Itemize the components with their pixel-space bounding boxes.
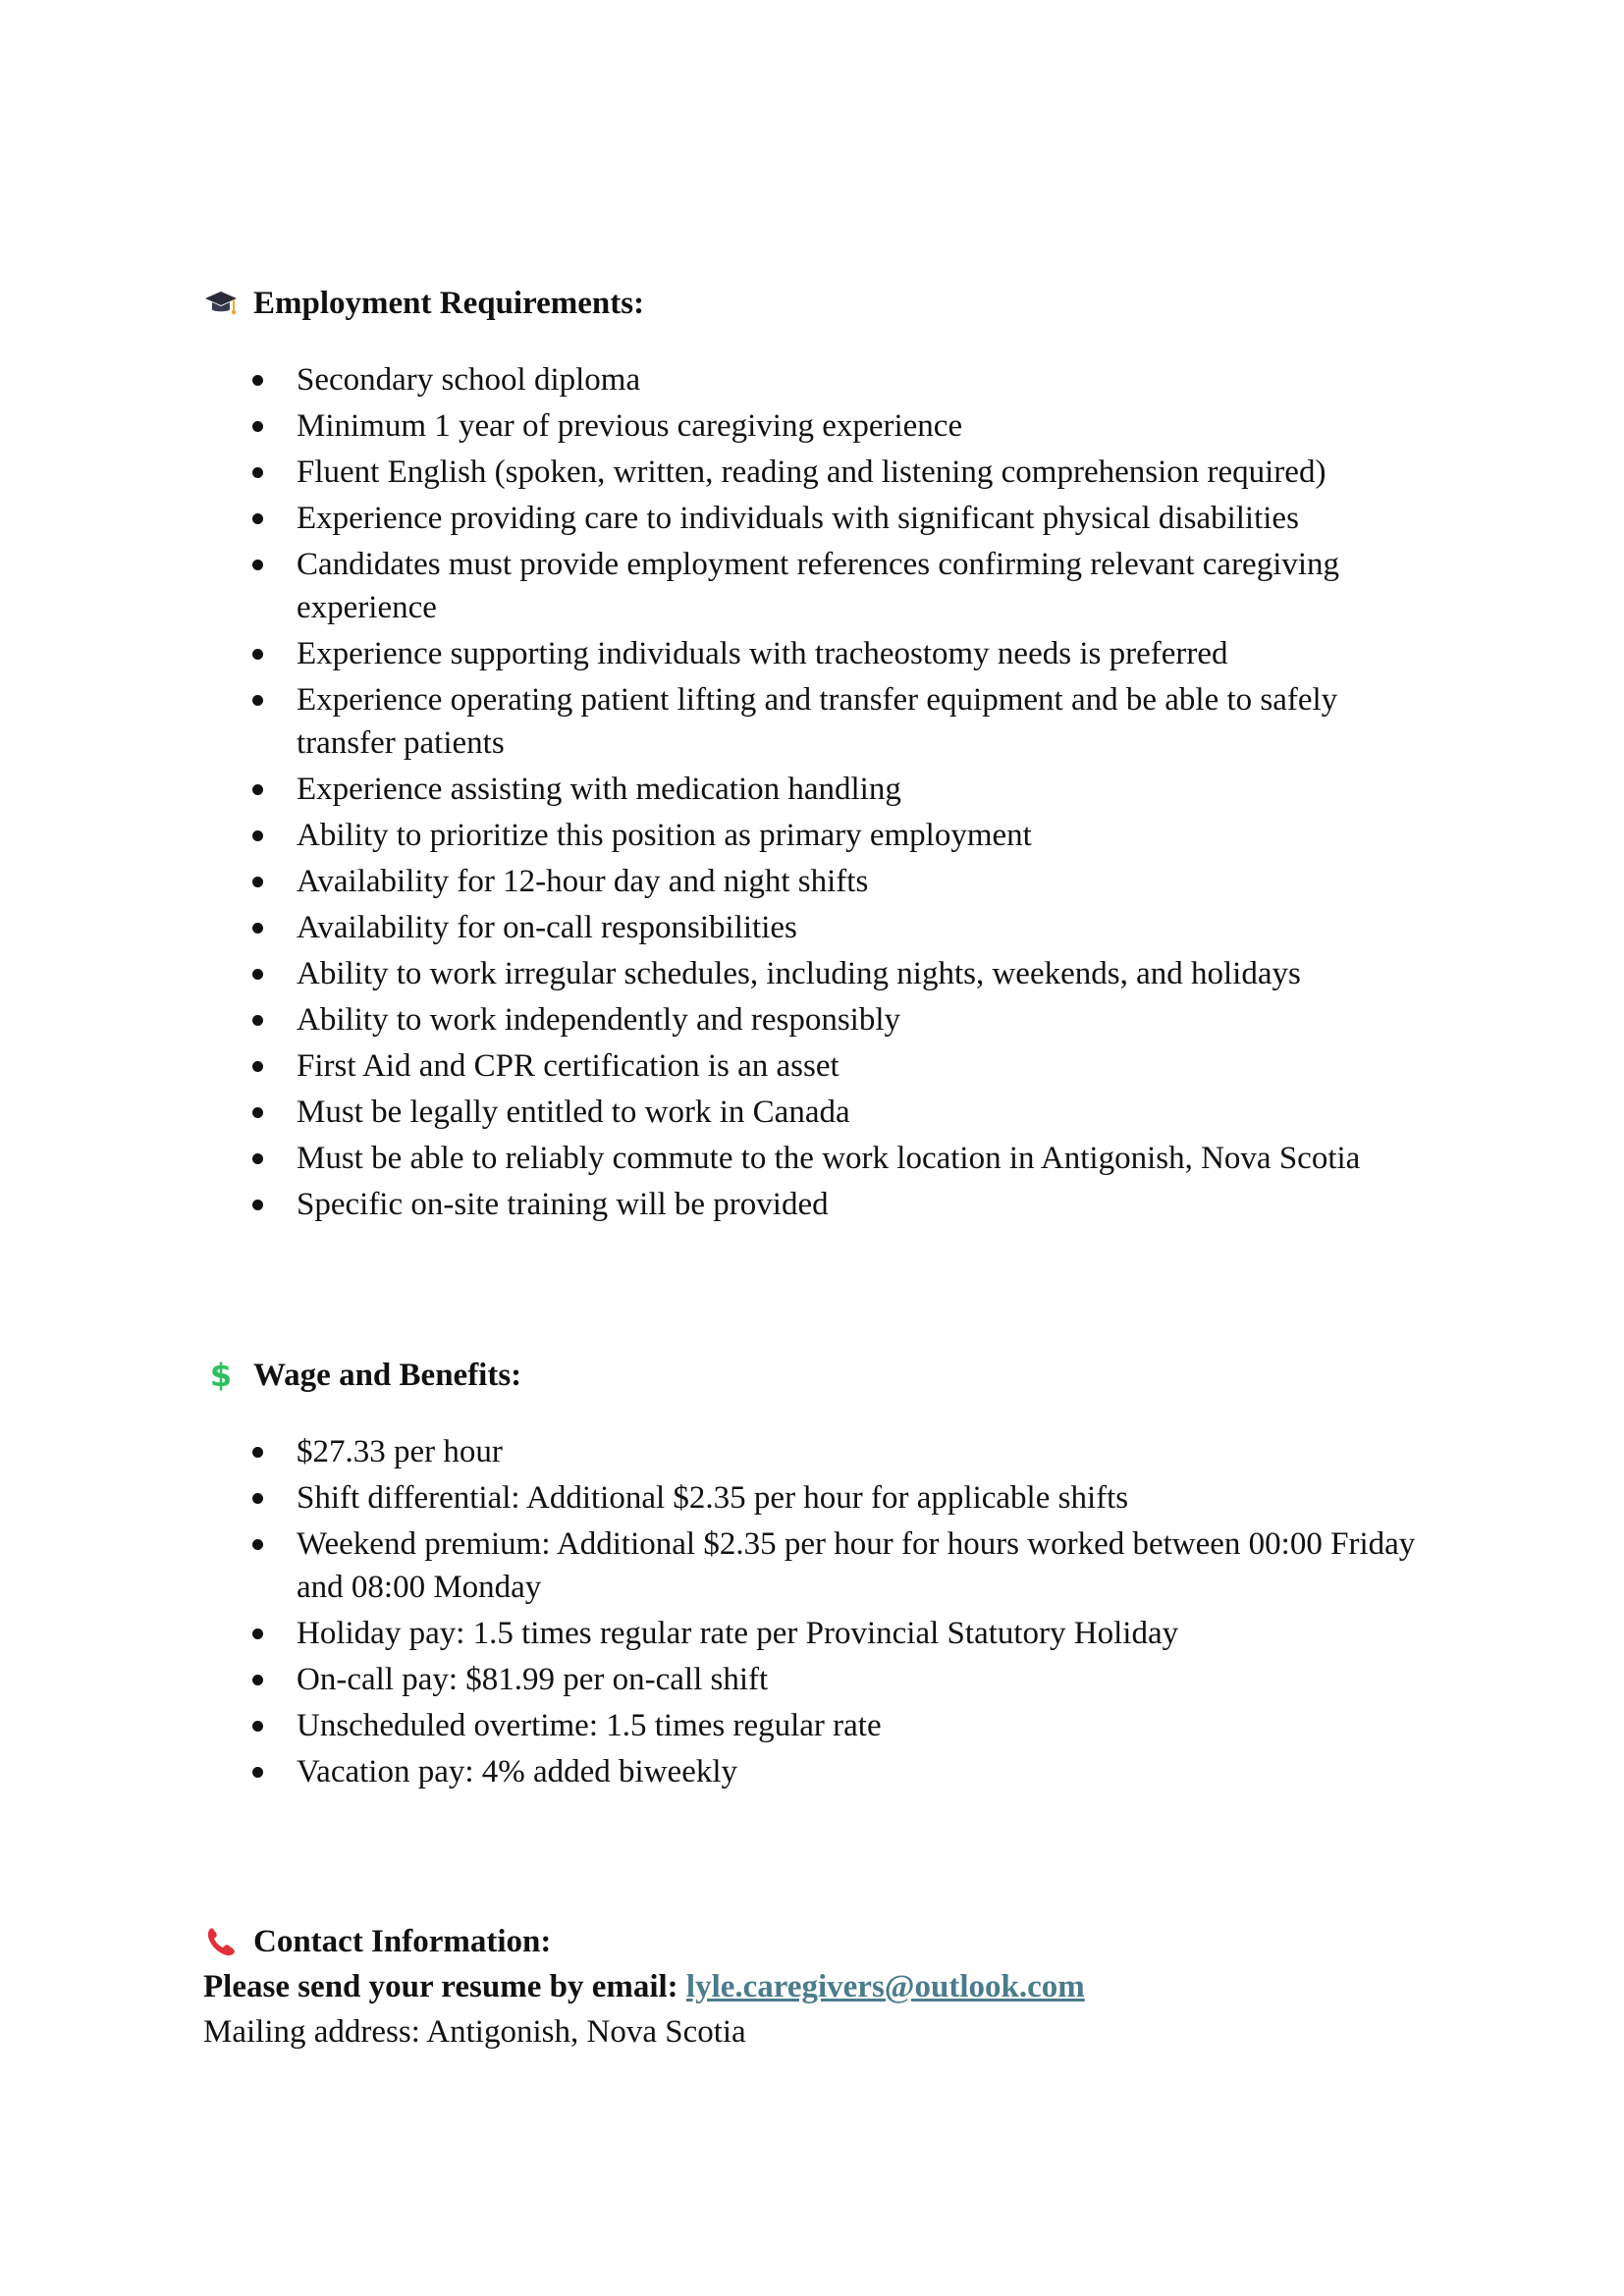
email-prompt: Please send your resume by email:	[203, 1969, 678, 2004]
list-item: Ability to prioritize this position as primary employment	[203, 814, 1431, 857]
list-item: $27.33 per hour	[203, 1430, 1431, 1473]
contact-heading: Contact Information:	[253, 1924, 552, 1959]
wage-section	[203, 1353, 1431, 1796]
requirements-heading-row	[203, 281, 1431, 326]
list-item: Experience providing care to individuals with significant physical disabilities	[203, 497, 1431, 540]
contact-section	[203, 1919, 1431, 2055]
email-link[interactable]: lyle.caregivers@outlook.com	[685, 1969, 1085, 2004]
list-item: Unscheduled overtime: 1.5 times regular rate	[203, 1704, 1431, 1747]
list-item: Specific on-site training will be provided	[203, 1183, 1431, 1226]
list-item: Availability for 12-hour day and night shifts	[203, 860, 1431, 903]
list-item: Must be legally entitled to work in Canada	[203, 1091, 1431, 1134]
requirements-section	[203, 281, 1431, 1229]
graduation-cap-icon	[203, 286, 239, 321]
list-item: On-call pay: $81.99 per on-call shift	[203, 1658, 1431, 1701]
list-item: Availability for on-call responsibilities	[203, 906, 1431, 949]
list-item: Vacation pay: 4% added biweekly	[203, 1750, 1431, 1793]
svg-text:$: $	[209, 1358, 233, 1393]
list-item: Weekend premium: Additional $2.35 per hour for hours worked between 00:00 Friday and 08:00 Monday	[203, 1522, 1431, 1609]
email-line	[203, 1964, 1431, 2009]
requirements-heading: Employment Requirements:	[253, 286, 645, 321]
list-item: Ability to work irregular schedules, including nights, weekends, and holidays	[203, 952, 1431, 995]
list-item: Secondary school diploma	[203, 358, 1431, 401]
list-item: First Aid and CPR certification is an asset	[203, 1044, 1431, 1088]
list-item: Must be able to reliably commute to the work location in Antigonish, Nova Scotia	[203, 1137, 1431, 1180]
list-item: Shift differential: Additional $2.35 per hour for applicable shifts	[203, 1476, 1431, 1520]
list-item: Ability to work independently and responsibly	[203, 998, 1431, 1041]
list-item: Experience supporting individuals with tracheostomy needs is preferred	[203, 632, 1431, 675]
list-item: Experience operating patient lifting and transfer equipment and be able to safely transfer patients	[203, 678, 1431, 765]
dollar-sign-icon	[203, 1358, 239, 1393]
requirements-list	[203, 358, 1431, 1226]
mailing-address: Mailing address: Antigonish, Nova Scotia	[203, 2014, 746, 2050]
list-item: Experience assisting with medication handling	[203, 768, 1431, 811]
list-item: Minimum 1 year of previous caregiving experience	[203, 404, 1431, 448]
telephone-receiver-icon	[203, 1924, 239, 1959]
list-item: Candidates must provide employment references confirming relevant caregiving experience	[203, 543, 1431, 629]
wage-heading: Wage and Benefits:	[253, 1358, 522, 1393]
wage-list	[203, 1430, 1431, 1793]
list-item: Holiday pay: 1.5 times regular rate per Provincial Statutory Holiday	[203, 1612, 1431, 1655]
wage-heading-row	[203, 1353, 1431, 1398]
list-item: Fluent English (spoken, written, reading and listening comprehension required)	[203, 451, 1431, 494]
contact-heading-row	[203, 1919, 1431, 1964]
